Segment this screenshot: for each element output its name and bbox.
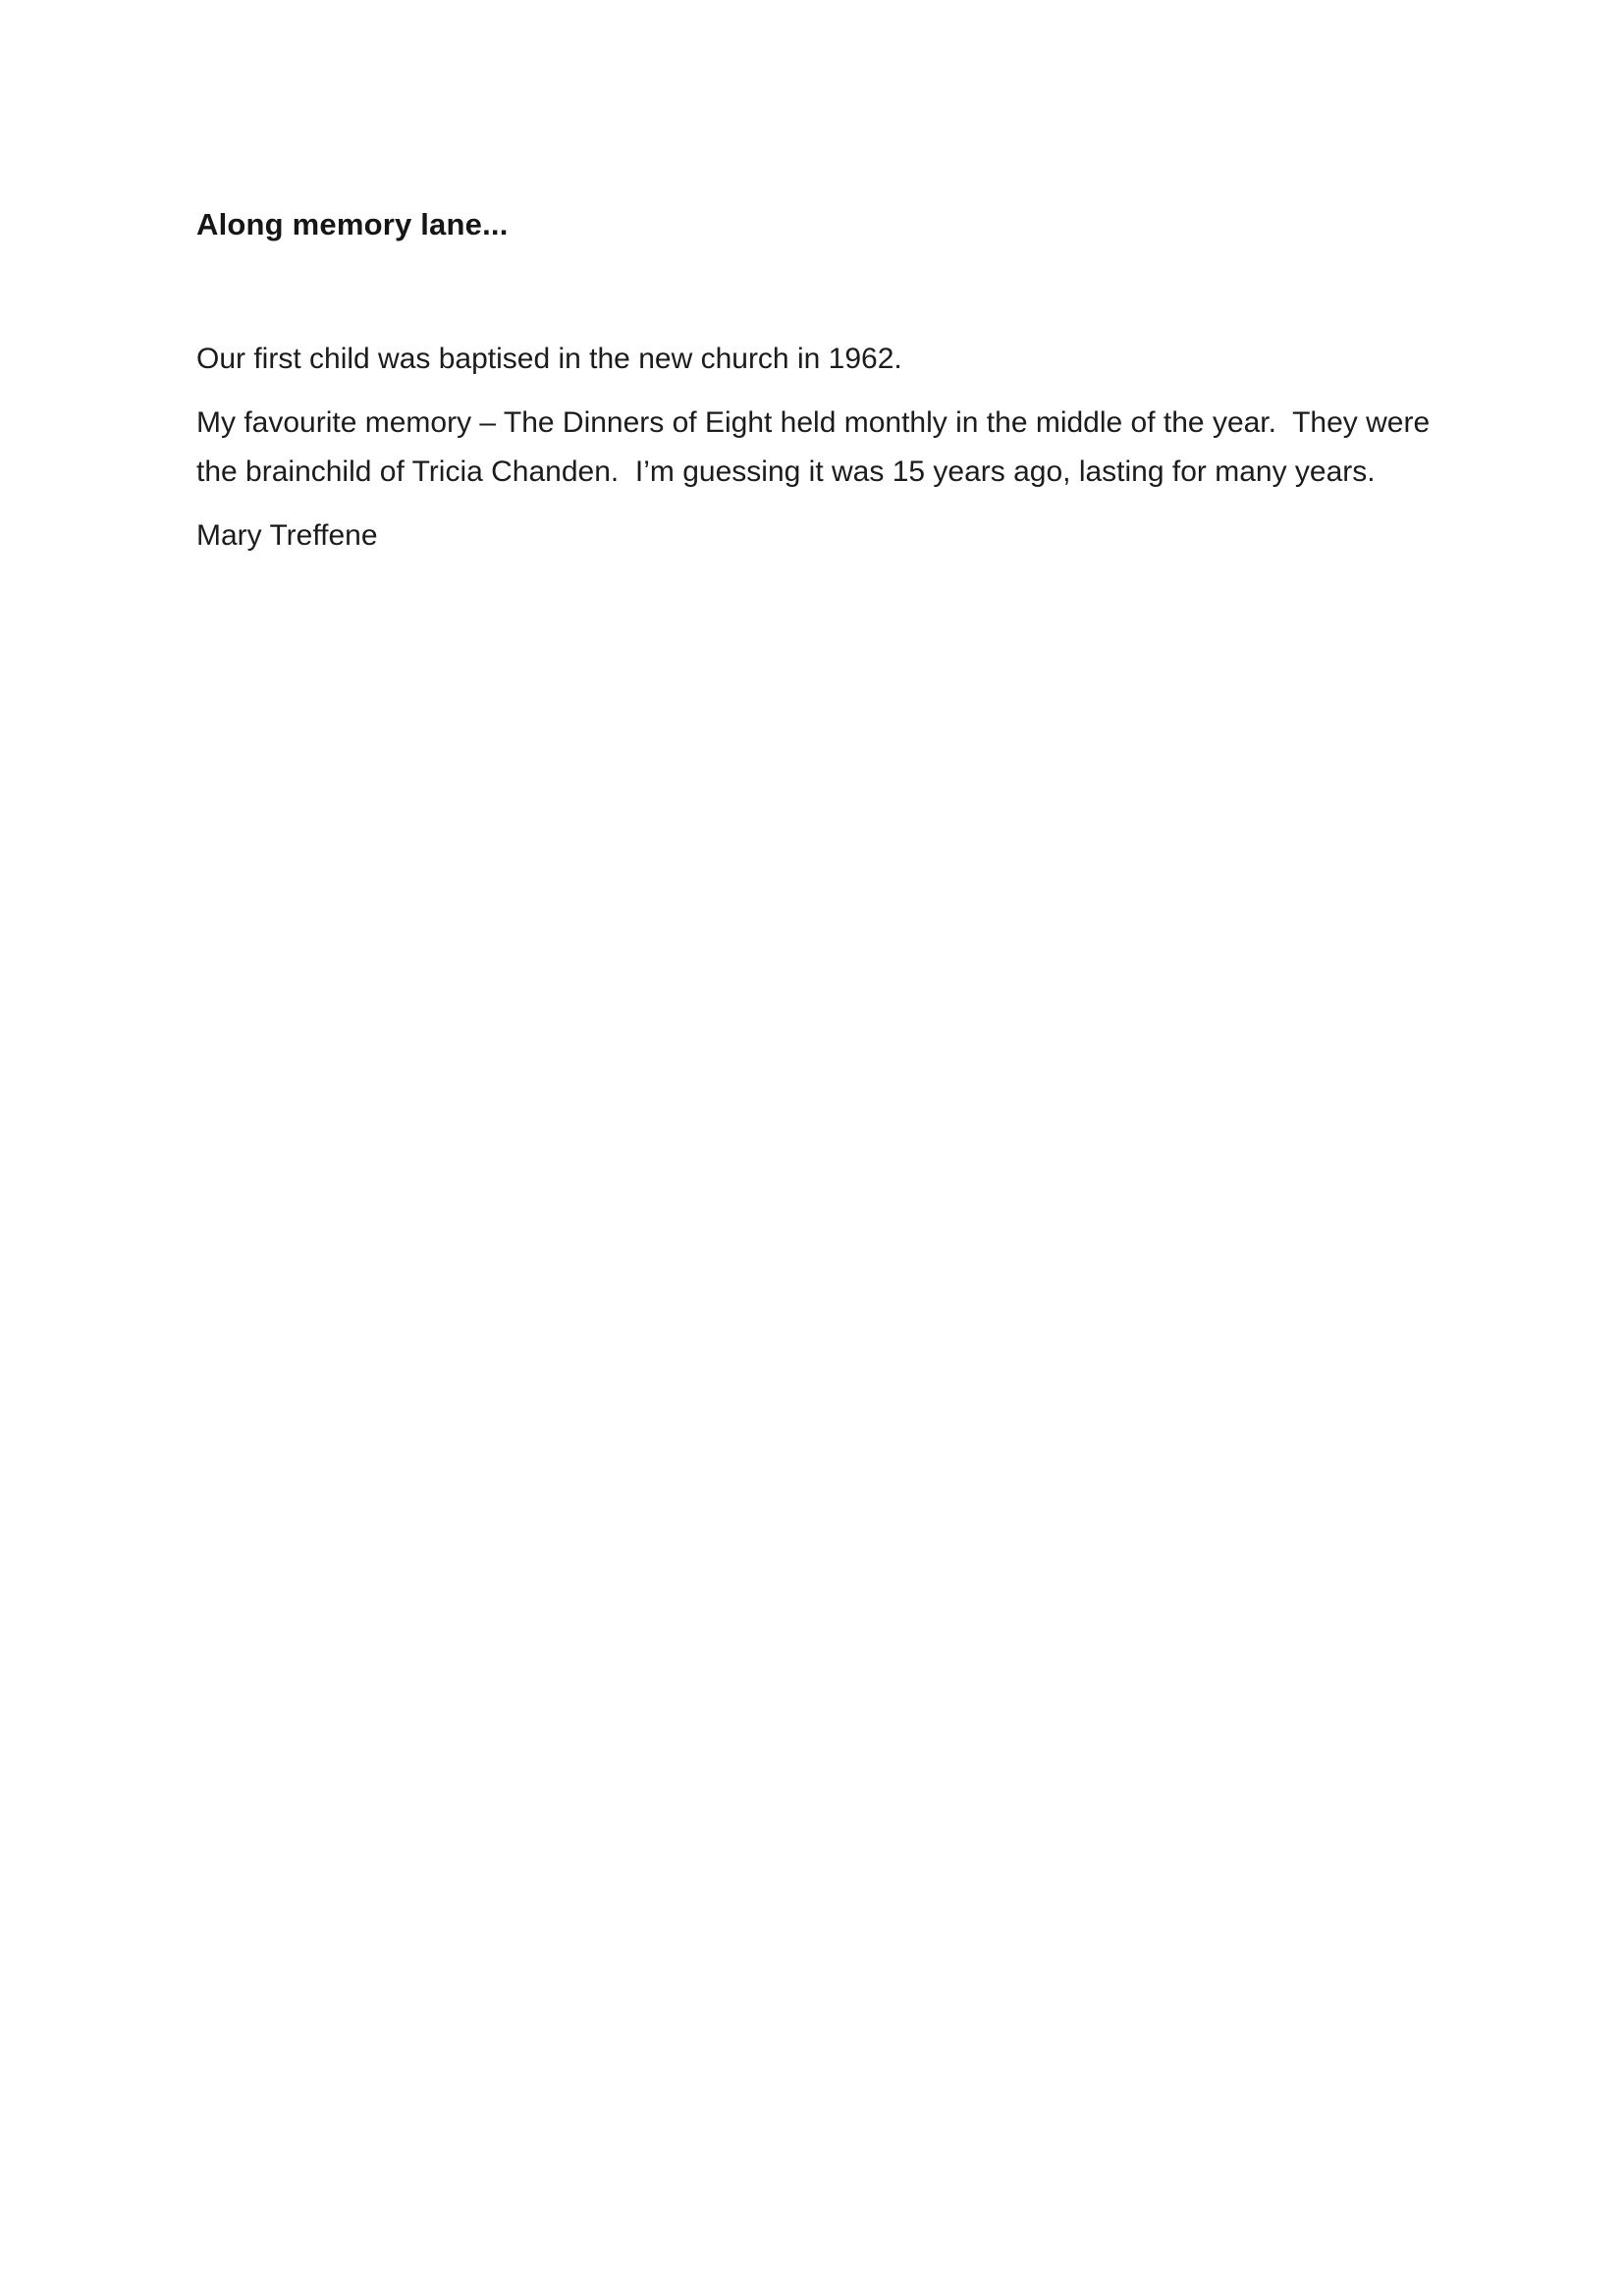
document-content	[196, 201, 1438, 575]
paragraph-favourite-memory: My favourite memory – The Dinners of Eight held monthly in the middle of the year. They were the brainchild of Tricia Chanden. I’m guessing it was 15 years ago, lasting for many years.	[196, 406, 1438, 488]
document-heading: Along memory lane...	[196, 207, 509, 241]
signature-name: Mary Treffene	[196, 519, 378, 552]
paragraph-baptism: Our first child was baptised in the new church in 1962.	[196, 343, 902, 375]
